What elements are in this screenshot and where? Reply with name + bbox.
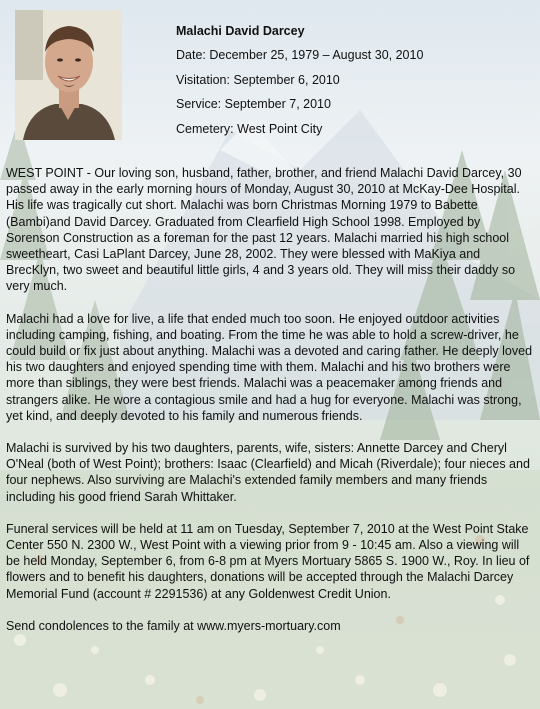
- deceased-name: Malachi David Darcey: [176, 24, 305, 38]
- service-date: Service: September 7, 2010: [176, 97, 331, 111]
- life-dates: Date: December 25, 1979 – August 30, 2010: [176, 48, 424, 62]
- visitation-date: Visitation: September 6, 2010: [176, 72, 340, 87]
- paragraph-survivors: Malachi is survived by his two daughters, parents, wife, sisters: Annette Darcey and Cheryl O'Neal (both of West Point); brothers: Isaac (Clearfield) and Micah (Riverdale); four nieces and four nephews. Also surviving are Malachi's extended family members and many friends including his good friend Sarah Whittaker.: [6, 441, 530, 504]
- portrait-photo: [15, 10, 122, 140]
- cemetery-location: Cemetery: West Point City: [176, 121, 323, 136]
- obituary-body: [6, 165, 536, 650]
- paragraph-services: Funeral services will be held at 11 am on Tuesday, September 7, 2010 at the West Point Stake Center 550 N. 2300 W., West Point with a viewing prior from 9 - 10:45 am. Also a viewing will be held Monday, September 6, from 6-8 pm at Myers Mortuary 5865 S. 1900 W., Roy. In lieu of flowers and to benefit his daughters, donations will be accepted through the Malachi Darcey Memorial Fund (account # 2291536) at any Goldenwest Credit Union.: [6, 521, 530, 601]
- paragraph-condolences: Send condolences to the family at www.myers-mortuary.com: [6, 618, 341, 633]
- paragraph-biography: WEST POINT - Our loving son, husband, father, brother, and friend Malachi David Darcey, 30 passed away in the early morning hours of Monday, August 30, 2010 at McKay-Dee Hospital. His life was tragically cut short. Malachi was born Christmas Morning 1979 to Babette (Bambi)and David Darcey. Graduated from Clearfield High School 1998. Employed by Sorenson Construction as a foreman for the past 12 years. Malachi married his high school sweetheart, Casi LaPlant Darcey, June 28, 2002. They were blessed with MaKiya and BrecKlyn, two sweet and beautiful little girls, 4 and 3 years old. They will miss their daddy so very much.: [6, 166, 522, 294]
- paragraph-personality: Malachi had a love for live, a life that ended much too soon. He enjoyed outdoor activities including camping, fishing, and boating. From the time he was able to hold a screw-driver, he could build or fix just about anything. Malachi was a devoted and caring father. He deeply loved his two daughters and enjoyed spending time with them. Malachi and his two brothers were more than siblings, they were best friends. Malachi was a peacemaker among friends and strangers alike. He wore a contagious smile and had a hug for everyone. Malachi was strong, yet kind, and deeply devoted to his family and numerous friends.: [6, 311, 533, 423]
- portrait-illustration: [15, 10, 122, 140]
- obituary-header: [176, 24, 423, 146]
